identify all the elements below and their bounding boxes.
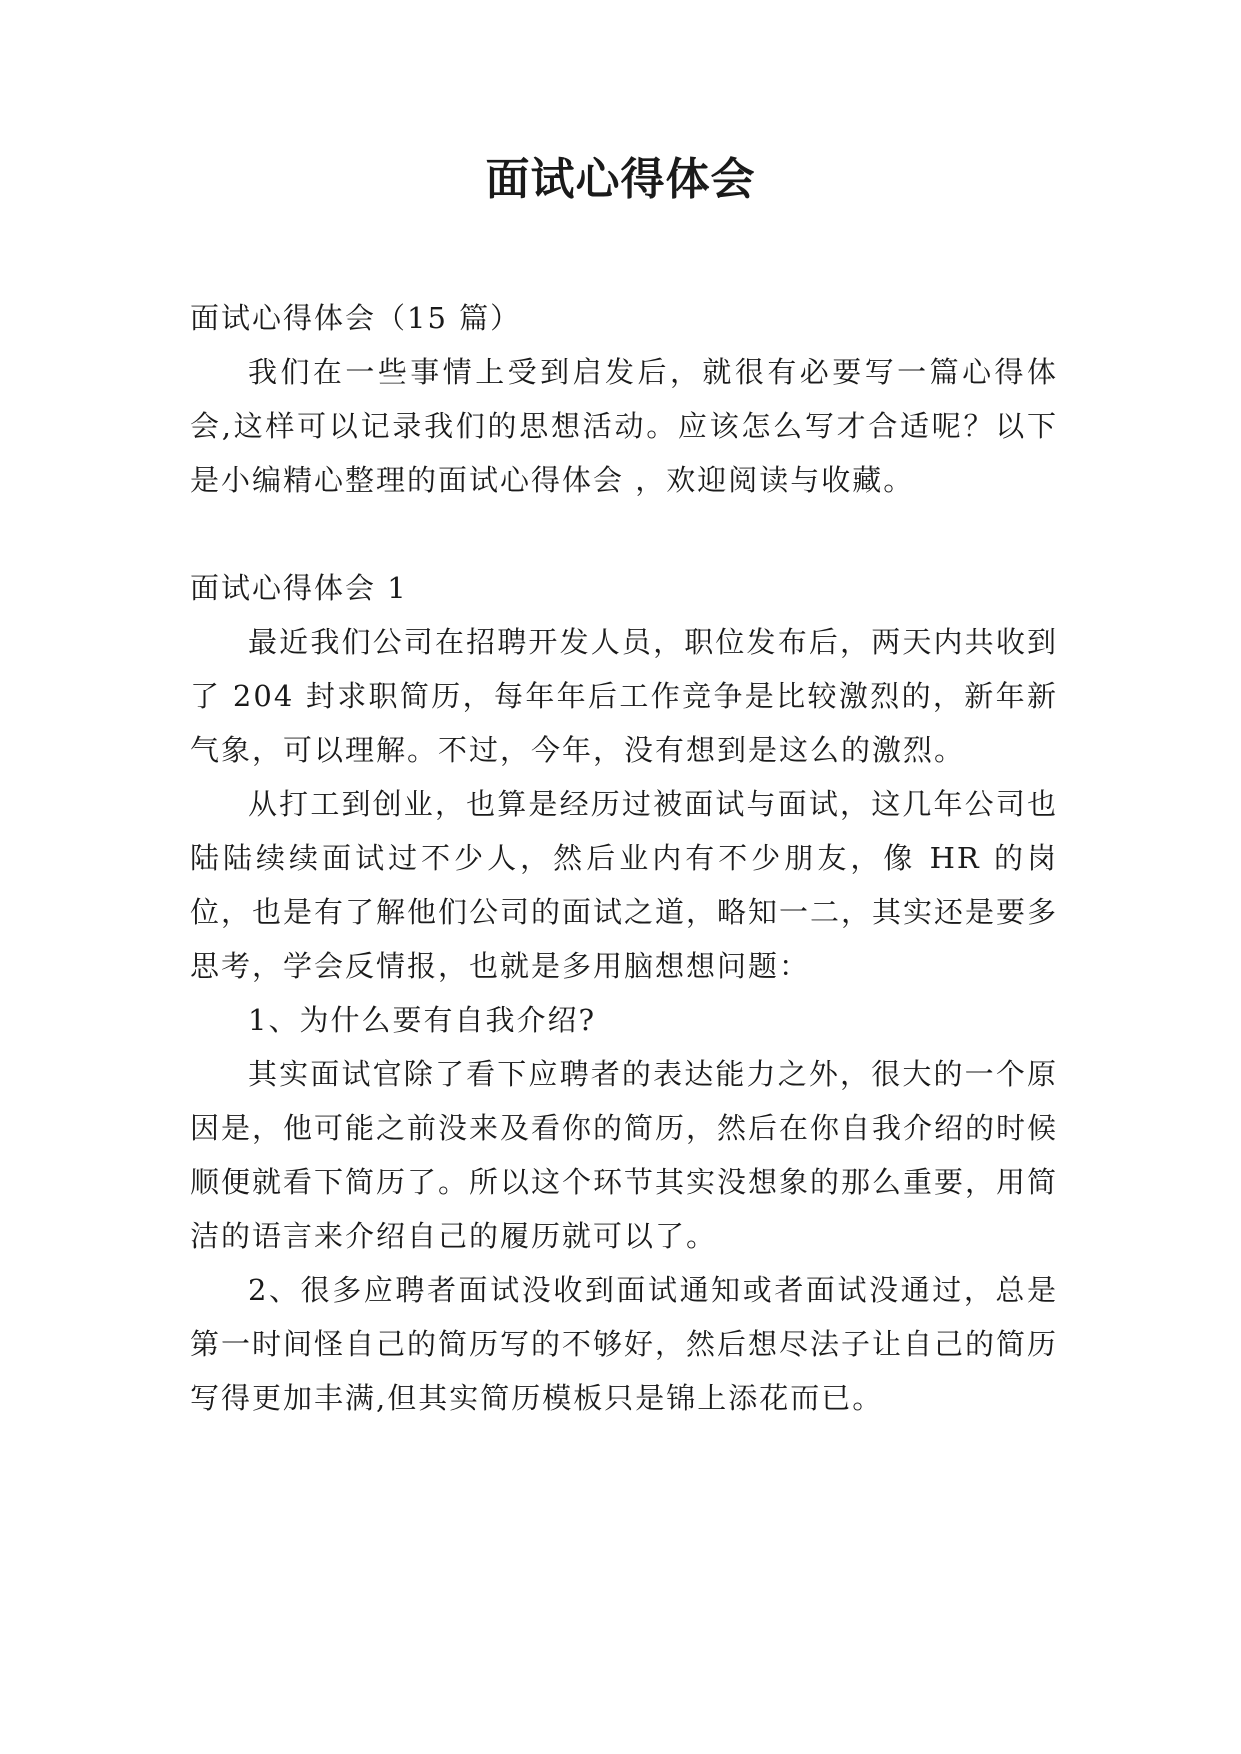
document-title: 面试心得体会 — [485, 154, 756, 205]
document-body — [190, 291, 1058, 1425]
body-paragraph: 最近我们公司在招聘开发人员，职位发布后，两天内共收到了 204 封求职简历，每年年后工作竞争是比较激烈的，新年新气象，可以理解。不过，今年，没有想到是这么的激烈。 — [190, 625, 1058, 767]
section-spacer — [190, 507, 1058, 561]
list-item-heading: 1、为什么要有自我介绍? — [248, 1003, 596, 1037]
body-paragraph: 其实面试官除了看下应聘者的表达能力之外，很大的一个原因是，他可能之前没来及看你的简历，然后在你自我介绍的时候顺便就看下简历了。所以这个环节其实没想象的那么重要，用简洁的语言来介绍自己的履历就可以了。 — [190, 1057, 1059, 1253]
intro-paragraph: 我们在一些事情上受到启发后，就很有必要写一篇心得体会,这样可以记录我们的思想活动。应该怎么写才合适呢？以下是小编精心整理的面试心得体会 ，欢迎阅读与收藏。 — [190, 355, 1058, 497]
intro-heading: 面试心得体会（15 篇） — [190, 301, 522, 335]
body-paragraph: 从打工到创业，也算是经历过被面试与面试，这几年公司也陆陆续续面试过不少人，然后业内有不少朋友，像 HR 的岗位，也是有了解他们公司的面试之道，略知一二，其实还是要多思考，学会反情报，也就是多用脑想想问题： — [190, 787, 1059, 983]
section-heading: 面试心得体会 1 — [190, 571, 408, 605]
body-paragraph: 2、很多应聘者面试没收到面试通知或者面试没通过，总是第一时间怪自己的简历写的不够好，然后想尽法子让自己的简历写得更加丰满,但其实简历模板只是锦上添花而已。 — [190, 1273, 1059, 1415]
